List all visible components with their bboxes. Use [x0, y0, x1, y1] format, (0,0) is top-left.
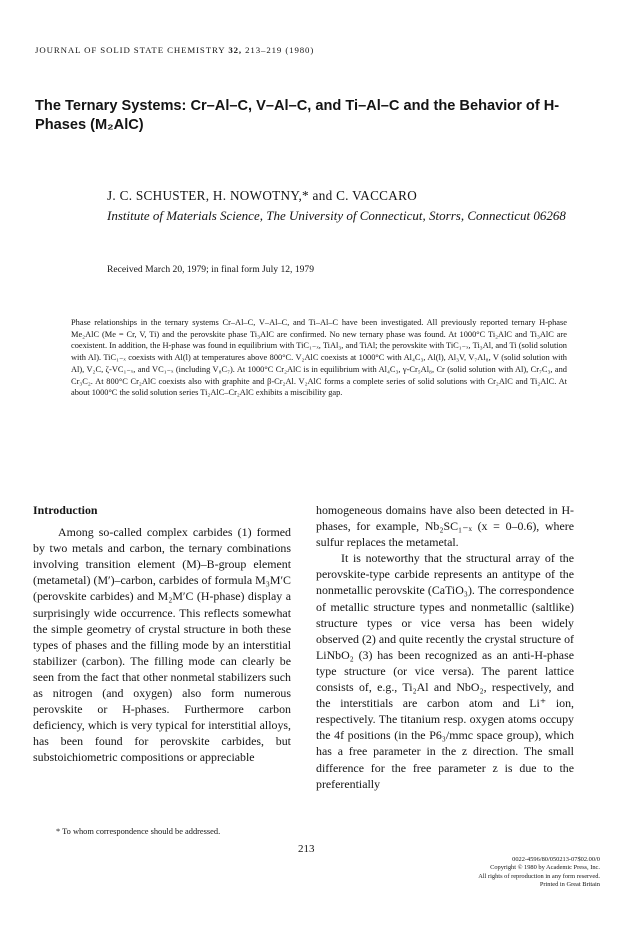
section-heading-introduction: Introduction	[33, 503, 98, 517]
footnote: * To whom correspondence should be addressed.	[56, 827, 221, 836]
journal-header	[35, 45, 314, 55]
right-column	[316, 502, 574, 792]
abstract: Phase relationships in the ternary systems Cr–Al–C, V–Al–C, and Ti–Al–C have been investigated. All previously reported ternary H-phase Me₂AlC (Me = Cr, V, Ti) and the perovskite phase Ti₃AlC are confirmed. No new ternary phase was found. At 1000°C Ti₂AlC and Ti₃AlC are coexistent. In addition, the H-phase was found in equilibrium with TiC₁₋ₓ, TiAl₃, and TiAl; the perovskite with TiC₁₋ₓ, Ti₃Al, and Ti (solid solution with Al). TiC₁₋ₓ coexists with Al(l) at temperatures above 800°C. V₂AlC coexists at 1000°C with Al₄C₃, Al(l), Al₃V, V₇Al₈, V (solid solution with Al), V₂C, ζ-VC₁₋ₓ, and VC₁₋ₓ (including V₈C₇). At 1000°C Cr₂AlC is in equilibrium with Al₄C₃, γ-Cr₅Al₈, Cr (solid solution with Al), Cr₇C₃, and Cr₃C₂. At 800°C Cr₂AlC coexists also with graphite and β-Cr₂Al. V₂AlC forms a complete series of solid solutions with Cr₂AlC and Ti₂AlC. At about 1000°C the solid solution series Ti₂AlC–Cr₂AlC exhibits a miscibility gap.	[71, 318, 567, 398]
received-dates: Received March 20, 1979; in final form July 12, 1979	[107, 264, 315, 275]
journal-volume: 32,	[228, 45, 243, 55]
intro-paragraph-1-continued: homogeneous domains have also been detected in H-phases, for example, Nb₂SC₁₋ₓ (x = 0–0.6), where sulfur replaces the metametal.	[316, 503, 574, 550]
affiliation: Institute of Materials Science, The University of Connecticut, Storrs, Connecticut 06268	[107, 208, 566, 223]
journal-pages: 213–219 (1980)	[245, 45, 315, 55]
intro-paragraph-1: Among so-called complex carbides (1) formed by two metals and carbon, the ternary combinations involving transition element (M)–B-group element (metametal) (M′)–carbon, carbides of formula M₃M′C (perovskite carbides) and M₂M′C (H-phase) display a surprisingly wide occurrence. This reflects somewhat the simple geometry of crystal structure in both these types of phases and the filling mode by an interstitial stabilizer (carbon). The filling mode can clearly be seen from the fact that other nonmetal stabilizers such as nitrogen (and oxygen) also form numerous perovskite or H-phases. Furthermore carbon deficiency, which is very typical for interstitial alloys, has been found for perovskite carbides, but substoichiometric compositions or appreciable	[33, 525, 291, 765]
intro-paragraph-2: It is noteworthy that the structural array of the perovskite-type carbide represents an antitype of the nonmetallic perovskite (CaTiO₃). The correspondence of metallic structure types and nonmetallic (saltlike) structure types or vice versa has been widely observed (2) and quite recently the crystal structure of LiNbO₂ (3) has been recognized as an anti-H-phase type structure (or vice versa). The parent lattice consists of, e.g., Ti₂Al and NbO₂, respectively, and the interstitials are carbon atom and Li⁺ ion, respectively. The titanium resp. oxygen atoms occupy the 4f positions (in the P6₃/mmc space group), which has a free parameter in the z direction. The small difference for the free parameter z is due to the preferentially	[316, 551, 574, 791]
left-column	[33, 502, 291, 766]
journal-name: JOURNAL OF SOLID STATE CHEMISTRY	[35, 45, 226, 55]
copyright-block	[478, 856, 600, 890]
rights-line: All rights of reproduction in any form reserved.	[478, 872, 600, 880]
copyright-line: Copyright © 1980 by Academic Press, Inc.	[490, 864, 600, 872]
page-number: 213	[298, 843, 315, 855]
issn-line: 0022-4596/80/050213-07$02.00/0	[512, 856, 600, 863]
printed-line: Printed in Great Britain	[539, 881, 600, 889]
author-list: J. C. SCHUSTER, H. NOWOTNY,* and C. VACCARO	[107, 188, 418, 203]
paper-title: The Ternary Systems: Cr–Al–C, V–Al–C, and Ti–Al–C and the Behavior of H-Phases (M₂AlC)	[35, 98, 560, 133]
